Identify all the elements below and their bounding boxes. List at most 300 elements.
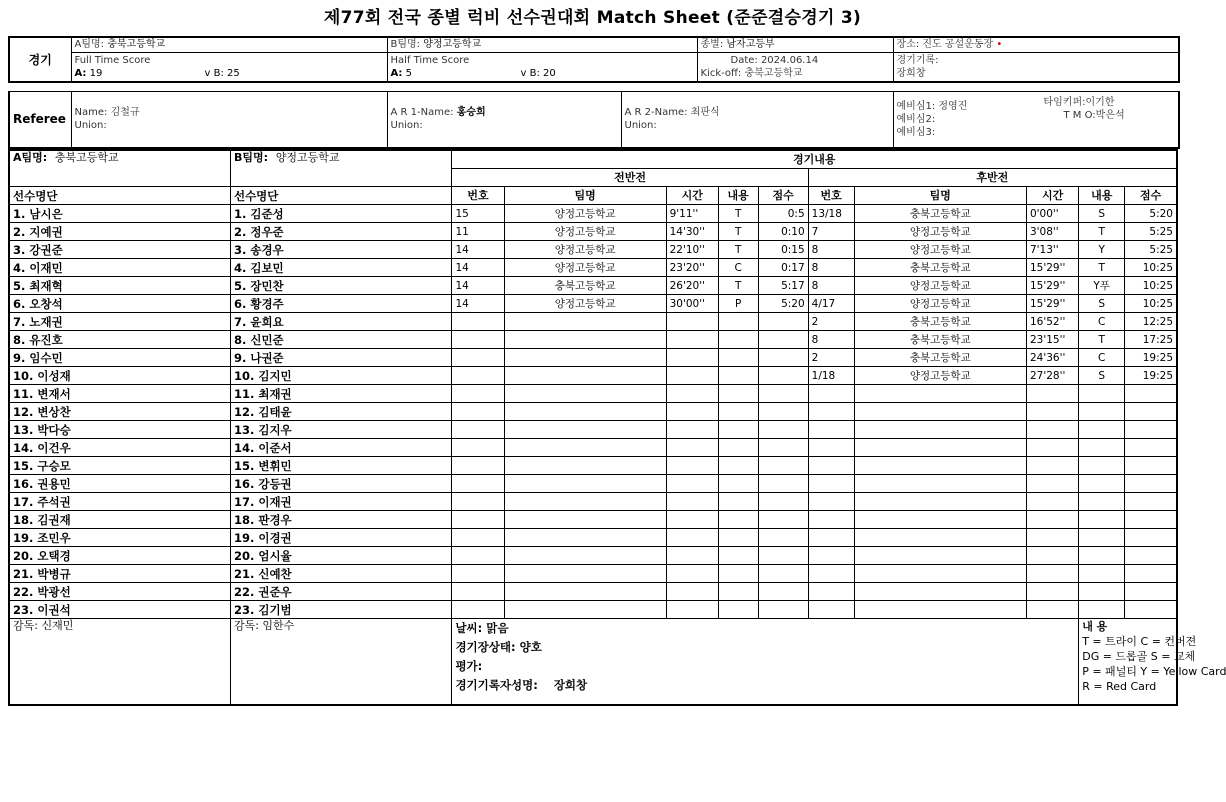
- second-half-event-cell: 충북고등학교: [854, 349, 1026, 367]
- second-half-event-cell: [1125, 565, 1177, 583]
- field-condition: 경기장상태: 양호: [455, 640, 542, 654]
- team-a-player: 15. 구승모: [9, 457, 230, 475]
- second-half-event-cell: 17:25: [1125, 331, 1177, 349]
- first-half-event-cell: [504, 367, 666, 385]
- second-half-event-cell: 3'08'': [1026, 223, 1078, 241]
- first-half-event-cell: 0:5: [758, 205, 808, 223]
- referee-name: 김철규: [110, 107, 140, 119]
- second-half-event-cell: C: [1079, 349, 1125, 367]
- team-b-player: 1. 김준성: [230, 205, 451, 223]
- second-half-event-cell: 양정고등학교: [854, 241, 1026, 259]
- ht-b-label: v B:: [520, 67, 540, 79]
- legend-line-1: T = 트라이 C = 컨버젼: [1082, 635, 1197, 648]
- team-b-player: 7. 윤희요: [230, 313, 451, 331]
- legend-line-3: P = 패널티 Y = Yellow Card: [1082, 665, 1226, 678]
- second-half-event-cell: [1125, 601, 1177, 619]
- first-half-event-cell: 14: [452, 295, 504, 313]
- table-row: [9, 403, 1177, 421]
- table-row: [9, 277, 1177, 295]
- first-half-event-cell: [452, 457, 504, 475]
- legend-line-2: DG = 드롭골 S = 교체: [1082, 650, 1196, 663]
- second-half-event-cell: 5:25: [1125, 223, 1177, 241]
- first-half-event-cell: [758, 583, 808, 601]
- first-half-event-cell: [452, 547, 504, 565]
- team-b-player: 12. 김태윤: [230, 403, 451, 421]
- recorder-name: 장희창: [896, 67, 926, 79]
- team-b-player: 17. 이재권: [230, 493, 451, 511]
- second-half-event-cell: 27'28'': [1026, 367, 1078, 385]
- evaluation: 평가:: [455, 659, 483, 673]
- table-row: [9, 313, 1177, 331]
- second-half-event-cell: 2: [808, 313, 854, 331]
- first-half-event-cell: [758, 349, 808, 367]
- first-half-event-cell: [504, 511, 666, 529]
- first-half-event-cell: [452, 349, 504, 367]
- second-half-event-cell: [1026, 601, 1078, 619]
- second-half-event-cell: [1079, 547, 1125, 565]
- timekeeper: 타임키퍼:이기한: [1043, 97, 1115, 108]
- full-time-label: Full Time Score: [74, 54, 151, 66]
- team-a-player: 4. 이재민: [9, 259, 230, 277]
- second-half-event-cell: 1/18: [808, 367, 854, 385]
- second-half-event-cell: [808, 439, 854, 457]
- first-half-col-2: 시간: [666, 187, 718, 205]
- first-half-event-cell: [718, 511, 758, 529]
- first-half-event-cell: [452, 511, 504, 529]
- team-a-name: 충북고등학교: [107, 39, 166, 51]
- team-a-player: 10. 이성재: [9, 367, 230, 385]
- second-half-event-cell: 7'13'': [1026, 241, 1078, 259]
- second-half-event-cell: 23'15'': [1026, 331, 1078, 349]
- first-half-event-cell: [666, 403, 718, 421]
- table-row: [9, 205, 1177, 223]
- first-half-event-cell: 0:17: [758, 259, 808, 277]
- table-row: [9, 349, 1177, 367]
- second-half-event-cell: [1079, 385, 1125, 403]
- game-label: 경기: [9, 37, 71, 82]
- first-half-event-cell: [758, 511, 808, 529]
- first-half-event-cell: 11: [452, 223, 504, 241]
- b-coach: 감독: 임한수: [230, 619, 451, 706]
- second-half-event-cell: [808, 601, 854, 619]
- second-half-event-cell: [1026, 547, 1078, 565]
- second-half-event-cell: 13/18: [808, 205, 854, 223]
- first-half-event-cell: 30'00'': [666, 295, 718, 313]
- first-half-event-cell: [718, 367, 758, 385]
- second-half-event-cell: [808, 547, 854, 565]
- first-half-event-cell: [504, 601, 666, 619]
- ar1-name: 홍승희: [456, 107, 486, 119]
- second-half-event-cell: T: [1079, 223, 1125, 241]
- second-half-col-4: 점수: [1125, 187, 1177, 205]
- legend-line-4: R = Red Card: [1082, 680, 1157, 693]
- first-half-event-cell: [758, 457, 808, 475]
- tmo: T M O:박은석: [1063, 110, 1125, 121]
- table-row: [9, 331, 1177, 349]
- table-row: [9, 367, 1177, 385]
- team-b-player: 6. 황경주: [230, 295, 451, 313]
- first-half-col-1: 팀명: [504, 187, 666, 205]
- first-half-event-cell: 23'20'': [666, 259, 718, 277]
- category-value: 남자고등부: [726, 39, 775, 51]
- second-half-event-cell: [1125, 547, 1177, 565]
- reserve-1: 예비심1: 정영진: [896, 100, 968, 112]
- first-half-event-cell: [504, 439, 666, 457]
- first-half-event-cell: [758, 475, 808, 493]
- recorder-label: 경기기록:: [896, 54, 939, 66]
- table-row: [9, 241, 1177, 259]
- team-b-player: 9. 나권준: [230, 349, 451, 367]
- writer-label: 경기기록자성명:: [455, 678, 538, 692]
- table-row: [9, 511, 1177, 529]
- first-half-event-cell: [666, 547, 718, 565]
- second-half-event-cell: [1125, 511, 1177, 529]
- team-b-name: 양정고등학교: [423, 39, 482, 51]
- first-half-event-cell: C: [718, 259, 758, 277]
- first-half-event-cell: 14: [452, 277, 504, 295]
- referee-union: Union:: [74, 120, 107, 132]
- ft-a-label: A:: [74, 67, 87, 79]
- team-b-player: 20. 엄시율: [230, 547, 451, 565]
- first-half-event-cell: [718, 385, 758, 403]
- team-a-player: 7. 노재권: [9, 313, 230, 331]
- team-b-player: 13. 김지우: [230, 421, 451, 439]
- second-half-event-cell: 4/17: [808, 295, 854, 313]
- second-half-event-cell: [1026, 529, 1078, 547]
- second-half-event-cell: [854, 565, 1026, 583]
- first-half-col-0: 번호: [452, 187, 504, 205]
- team-a-player: 23. 이권석: [9, 601, 230, 619]
- second-half-event-cell: [808, 403, 854, 421]
- category-label: 종별:: [700, 39, 724, 51]
- second-half-event-cell: C: [1079, 313, 1125, 331]
- roster-b-team: 양정고등학교: [275, 151, 340, 164]
- second-half-event-cell: [854, 583, 1026, 601]
- first-half-event-cell: [718, 601, 758, 619]
- second-half-col-3: 내용: [1079, 187, 1125, 205]
- second-half-event-cell: 5:25: [1125, 241, 1177, 259]
- first-half-event-cell: 14'30'': [666, 223, 718, 241]
- first-half-event-cell: [504, 529, 666, 547]
- second-half-col-1: 팀명: [854, 187, 1026, 205]
- first-half-event-cell: [718, 475, 758, 493]
- venue-label: 장소:: [896, 39, 920, 51]
- ht-a-label: A:: [390, 67, 403, 79]
- table-row: [9, 259, 1177, 277]
- second-half-event-cell: [1079, 457, 1125, 475]
- second-half-event-cell: [1079, 511, 1125, 529]
- first-half-event-cell: [504, 475, 666, 493]
- second-half-event-cell: [808, 493, 854, 511]
- team-b-player: 14. 이준서: [230, 439, 451, 457]
- team-a-player: 6. 오창석: [9, 295, 230, 313]
- second-half-event-cell: [1026, 583, 1078, 601]
- first-half-event-cell: [452, 385, 504, 403]
- team-a-player: 19. 조민우: [9, 529, 230, 547]
- referee-name-label: Name:: [74, 107, 108, 119]
- events-section-label: 경기내용: [452, 150, 1177, 169]
- team-a-player: 14. 이건우: [9, 439, 230, 457]
- ht-a-score: 5: [405, 67, 412, 79]
- first-half-event-cell: [504, 313, 666, 331]
- team-b-player: 8. 신민준: [230, 331, 451, 349]
- first-half-event-cell: P: [718, 295, 758, 313]
- second-half-event-cell: [1026, 475, 1078, 493]
- team-b-player: 18. 판경우: [230, 511, 451, 529]
- first-half-event-cell: [666, 583, 718, 601]
- second-half-event-cell: [1026, 493, 1078, 511]
- second-half-event-cell: [854, 511, 1026, 529]
- first-half-event-cell: [718, 547, 758, 565]
- first-half-event-cell: 양정고등학교: [504, 205, 666, 223]
- first-half-event-cell: 5:17: [758, 277, 808, 295]
- ar2-label: A R 2-Name:: [624, 107, 688, 119]
- second-half-event-cell: 0'00'': [1026, 205, 1078, 223]
- second-half-event-cell: 15'29'': [1026, 295, 1078, 313]
- team-a-player: 1. 남시은: [9, 205, 230, 223]
- table-row: [9, 565, 1177, 583]
- second-half-event-cell: [854, 439, 1026, 457]
- first-half-event-cell: [504, 457, 666, 475]
- ft-a-score: 19: [89, 67, 103, 79]
- team-a-player: 5. 최재혁: [9, 277, 230, 295]
- first-half-event-cell: [718, 331, 758, 349]
- ar2-name: 최판식: [690, 107, 720, 119]
- table-row: [9, 223, 1177, 241]
- second-half-event-cell: 양정고등학교: [854, 295, 1026, 313]
- first-half-event-cell: [718, 403, 758, 421]
- first-half-col-3: 내용: [718, 187, 758, 205]
- team-a-player: 3. 강권준: [9, 241, 230, 259]
- first-half-event-cell: T: [718, 223, 758, 241]
- first-half-label: 전반전: [452, 169, 808, 187]
- header-table: [8, 36, 1180, 83]
- roster-a-team: 충북고등학교: [54, 151, 119, 164]
- first-half-event-cell: [758, 403, 808, 421]
- team-a-player: 16. 권용민: [9, 475, 230, 493]
- first-half-event-cell: [452, 475, 504, 493]
- second-half-event-cell: 8: [808, 241, 854, 259]
- roster-a-list-label: 선수명단: [9, 187, 230, 205]
- second-half-event-cell: [1079, 439, 1125, 457]
- second-half-event-cell: S: [1079, 367, 1125, 385]
- referee-label: Referee: [9, 92, 71, 148]
- second-half-event-cell: [1125, 457, 1177, 475]
- first-half-event-cell: [452, 493, 504, 511]
- first-half-event-cell: [666, 601, 718, 619]
- weather: 날씨: 맑음: [455, 621, 509, 635]
- second-half-event-cell: 양정고등학교: [854, 223, 1026, 241]
- second-half-event-cell: 15'29'': [1026, 259, 1078, 277]
- first-half-event-cell: 0:15: [758, 241, 808, 259]
- team-b-player: 4. 김보민: [230, 259, 451, 277]
- team-a-player: 18. 김권재: [9, 511, 230, 529]
- second-half-event-cell: 16'52'': [1026, 313, 1078, 331]
- first-half-event-cell: [666, 439, 718, 457]
- table-row: [9, 493, 1177, 511]
- second-half-event-cell: [1125, 421, 1177, 439]
- second-half-event-cell: 충북고등학교: [854, 205, 1026, 223]
- first-half-event-cell: [718, 493, 758, 511]
- first-half-event-cell: [452, 583, 504, 601]
- first-half-event-cell: [504, 403, 666, 421]
- first-half-event-cell: [758, 331, 808, 349]
- second-half-event-cell: [854, 493, 1026, 511]
- first-half-event-cell: 22'10'': [666, 241, 718, 259]
- second-half-event-cell: 충북고등학교: [854, 313, 1026, 331]
- second-half-event-cell: 2: [808, 349, 854, 367]
- first-half-event-cell: [452, 439, 504, 457]
- team-a-label: A팀명:: [74, 39, 105, 51]
- team-b-player: 10. 김지민: [230, 367, 451, 385]
- first-half-event-cell: [666, 421, 718, 439]
- second-half-event-cell: 10:25: [1125, 259, 1177, 277]
- second-half-event-cell: 8: [808, 277, 854, 295]
- team-a-player: 21. 박병규: [9, 565, 230, 583]
- team-a-player: 9. 임수민: [9, 349, 230, 367]
- first-half-event-cell: 9'11'': [666, 205, 718, 223]
- first-half-event-cell: [666, 493, 718, 511]
- first-half-event-cell: [718, 349, 758, 367]
- first-half-event-cell: [758, 529, 808, 547]
- second-half-event-cell: [1079, 475, 1125, 493]
- first-half-event-cell: [504, 583, 666, 601]
- first-half-event-cell: [758, 565, 808, 583]
- first-half-event-cell: 14: [452, 259, 504, 277]
- reserve-2: 예비심2:: [896, 113, 936, 125]
- roster-b-list-label: 선수명단: [230, 187, 451, 205]
- first-half-event-cell: [504, 331, 666, 349]
- first-half-event-cell: [504, 421, 666, 439]
- first-half-event-cell: [452, 421, 504, 439]
- first-half-event-cell: 양정고등학교: [504, 223, 666, 241]
- second-half-event-cell: [1125, 583, 1177, 601]
- second-half-event-cell: [1026, 385, 1078, 403]
- first-half-event-cell: [452, 313, 504, 331]
- first-half-event-cell: [452, 367, 504, 385]
- team-a-player: 8. 유진호: [9, 331, 230, 349]
- second-half-event-cell: [808, 475, 854, 493]
- first-half-event-cell: [666, 529, 718, 547]
- second-half-event-cell: [808, 529, 854, 547]
- first-half-event-cell: [452, 601, 504, 619]
- match-date: Date: 2024.06.14: [730, 54, 819, 66]
- first-half-event-cell: [452, 529, 504, 547]
- team-b-label: B팀명:: [390, 39, 421, 51]
- legend-title: 내 용: [1082, 620, 1108, 633]
- venue-marker: •: [996, 39, 1003, 51]
- team-b-player: 22. 권준우: [230, 583, 451, 601]
- second-half-event-cell: [1079, 493, 1125, 511]
- first-half-event-cell: [718, 421, 758, 439]
- first-half-event-cell: [758, 367, 808, 385]
- first-half-event-cell: [666, 313, 718, 331]
- second-half-event-cell: [1079, 565, 1125, 583]
- first-half-event-cell: [666, 367, 718, 385]
- first-half-event-cell: [666, 475, 718, 493]
- second-half-event-cell: [1079, 421, 1125, 439]
- first-half-event-cell: [718, 313, 758, 331]
- team-b-player: 15. 변휘민: [230, 457, 451, 475]
- second-half-event-cell: [1079, 403, 1125, 421]
- team-a-player: 17. 주석권: [9, 493, 230, 511]
- first-half-event-cell: [504, 385, 666, 403]
- first-half-event-cell: [666, 385, 718, 403]
- second-half-event-cell: [1026, 457, 1078, 475]
- second-half-event-cell: 양정고등학교: [854, 277, 1026, 295]
- sheet-title: 제77회 전국 종별 럭비 선수권대회 Match Sheet (준준결승경기 3): [323, 8, 862, 28]
- team-b-player: 2. 정우준: [230, 223, 451, 241]
- second-half-event-cell: 10:25: [1125, 277, 1177, 295]
- first-half-event-cell: T: [718, 241, 758, 259]
- second-half-event-cell: [1079, 529, 1125, 547]
- second-half-event-cell: 7: [808, 223, 854, 241]
- ar1-label: A R 1-Name:: [390, 107, 454, 119]
- first-half-event-cell: [718, 565, 758, 583]
- first-half-event-cell: [718, 529, 758, 547]
- roster-a-team-label: A팀명:: [13, 151, 48, 164]
- first-half-event-cell: [758, 601, 808, 619]
- second-half-event-cell: S: [1079, 205, 1125, 223]
- second-half-event-cell: [808, 421, 854, 439]
- first-half-event-cell: 26'20'': [666, 277, 718, 295]
- table-row: [9, 547, 1177, 565]
- first-half-event-cell: 양정고등학교: [504, 259, 666, 277]
- second-half-event-cell: 8: [808, 331, 854, 349]
- team-a-player: 2. 지예권: [9, 223, 230, 241]
- second-half-event-cell: [854, 457, 1026, 475]
- roster-b-team-label: B팀명:: [233, 151, 269, 164]
- second-half-col-0: 번호: [808, 187, 854, 205]
- a-coach: 감독: 신재민: [9, 619, 230, 706]
- ar1-union: Union:: [390, 120, 423, 132]
- second-half-event-cell: [1026, 439, 1078, 457]
- first-half-event-cell: [718, 583, 758, 601]
- first-half-event-cell: T: [718, 205, 758, 223]
- writer-name: 장희창: [553, 678, 588, 692]
- table-row: [9, 457, 1177, 475]
- second-half-event-cell: [808, 385, 854, 403]
- second-half-event-cell: [854, 475, 1026, 493]
- second-half-event-cell: 24'36'': [1026, 349, 1078, 367]
- second-half-event-cell: [808, 457, 854, 475]
- first-half-col-4: 점수: [758, 187, 808, 205]
- second-half-event-cell: [854, 529, 1026, 547]
- table-row: [9, 475, 1177, 493]
- table-row: [9, 529, 1177, 547]
- second-half-event-cell: [1026, 511, 1078, 529]
- team-a-player: 13. 박다승: [9, 421, 230, 439]
- second-half-event-cell: [1125, 403, 1177, 421]
- first-half-event-cell: [504, 565, 666, 583]
- ft-b-label: v B:: [204, 67, 224, 79]
- kickoff: Kick-off: 충북고등학교: [700, 67, 803, 79]
- table-row: [9, 439, 1177, 457]
- team-b-player: 16. 강등권: [230, 475, 451, 493]
- ar2-union: Union:: [624, 120, 657, 132]
- team-b-player: 23. 김기범: [230, 601, 451, 619]
- first-half-event-cell: [452, 331, 504, 349]
- first-half-event-cell: [666, 457, 718, 475]
- referee-table: [8, 91, 1180, 149]
- first-half-event-cell: [666, 565, 718, 583]
- first-half-event-cell: [718, 457, 758, 475]
- main-table: [8, 149, 1226, 706]
- first-half-event-cell: 0:10: [758, 223, 808, 241]
- second-half-event-cell: [1079, 583, 1125, 601]
- first-half-event-cell: [758, 385, 808, 403]
- ft-b-score: 25: [227, 67, 240, 79]
